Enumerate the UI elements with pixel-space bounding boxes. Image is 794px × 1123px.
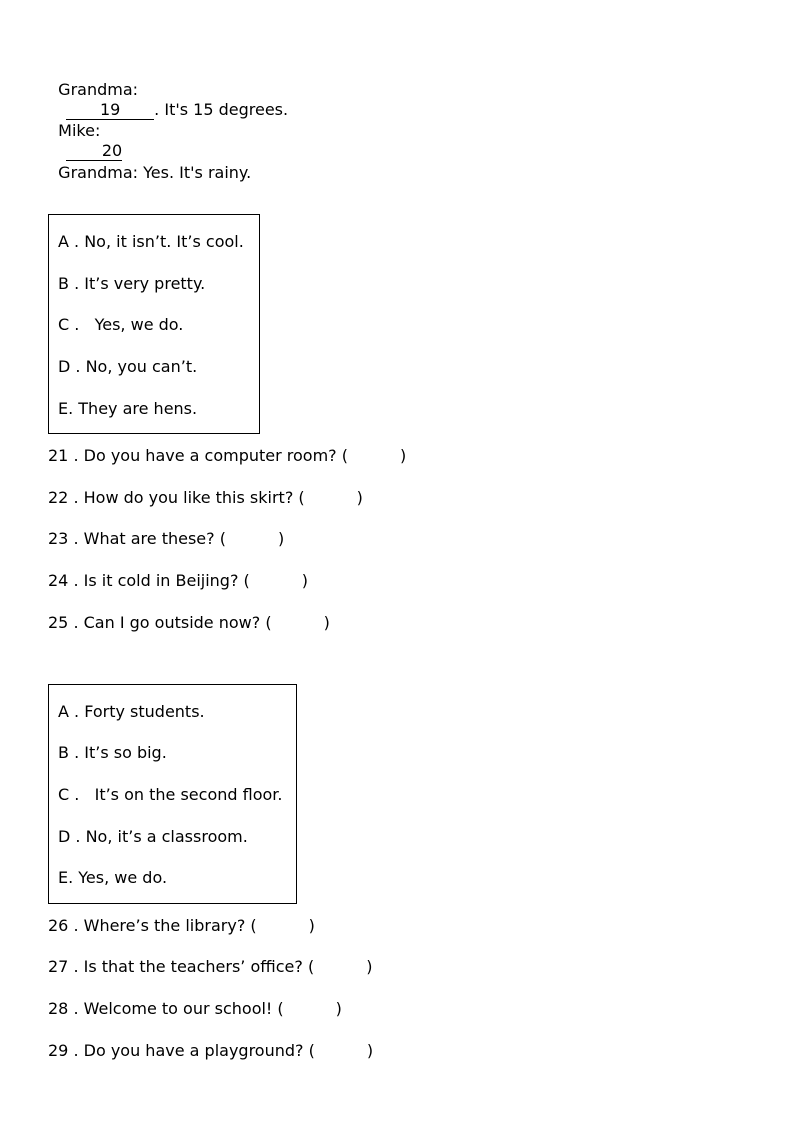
question-text: 27 . Is that the teachers’ office? ( [48, 957, 315, 976]
question-23 [48, 529, 284, 549]
option-e: E. Yes, we do. [58, 868, 168, 887]
question-text: 22 . How do you like this skirt? ( [48, 488, 305, 507]
speaker-label: Grandma: [58, 163, 139, 182]
close-paren: ) [308, 916, 315, 935]
close-paren: ) [277, 529, 285, 548]
close-paren: ) [335, 999, 342, 1018]
dialogue-line-rainy [48, 143, 251, 183]
question-22 [48, 488, 363, 508]
option-b: B . It’s very pretty. [58, 274, 206, 293]
close-paren: ) [400, 446, 407, 465]
close-paren: ) [366, 1041, 374, 1060]
close-paren: ) [323, 613, 330, 632]
option-d: D . No, you can’t. [58, 357, 198, 376]
option-c: C . Yes, we do. [58, 315, 184, 334]
option-b: B . It’s so big. [58, 743, 167, 762]
blank-number: 20 [101, 141, 123, 160]
question-text: 21 . Do you have a computer room? ( [48, 446, 348, 465]
question-28 [48, 999, 342, 1019]
question-27 [48, 957, 372, 977]
close-paren: ) [301, 571, 309, 590]
speaker-label: Grandma: [58, 80, 139, 99]
option-c: C . It’s on the second floor. [58, 785, 283, 804]
question-29 [48, 1041, 373, 1061]
question-text: 28 . Welcome to our school! ( [48, 999, 284, 1018]
speaker-label: Mike: [58, 121, 101, 140]
question-text: 26 . Where’s the library? ( [48, 916, 257, 935]
question-26 [48, 916, 315, 936]
dialogue-text: Yes. It's rainy. [143, 163, 252, 182]
question-text: 24 . Is it cold in Beijing? ( [48, 571, 250, 590]
question-text: 29 . Do you have a playground? ( [48, 1041, 315, 1060]
option-a: A . No, it isn’t. It’s cool. [58, 232, 244, 251]
dialogue-text: . It's 15 degrees. [154, 100, 289, 119]
close-paren: ) [366, 957, 373, 976]
question-24 [48, 571, 308, 591]
option-e: E. They are hens. [58, 399, 198, 418]
blank-number: 19 [99, 100, 121, 119]
options-box-2 [48, 684, 297, 904]
close-paren: ) [356, 488, 363, 507]
question-21 [48, 446, 406, 466]
question-text: 25 . Can I go outside now? ( [48, 613, 272, 632]
option-d: D . No, it’s a classroom. [58, 827, 248, 846]
options-box-1 [48, 214, 260, 434]
question-text: 23 . What are these? ( [48, 529, 226, 548]
option-a: A . Forty students. [58, 702, 205, 721]
question-25 [48, 613, 330, 633]
